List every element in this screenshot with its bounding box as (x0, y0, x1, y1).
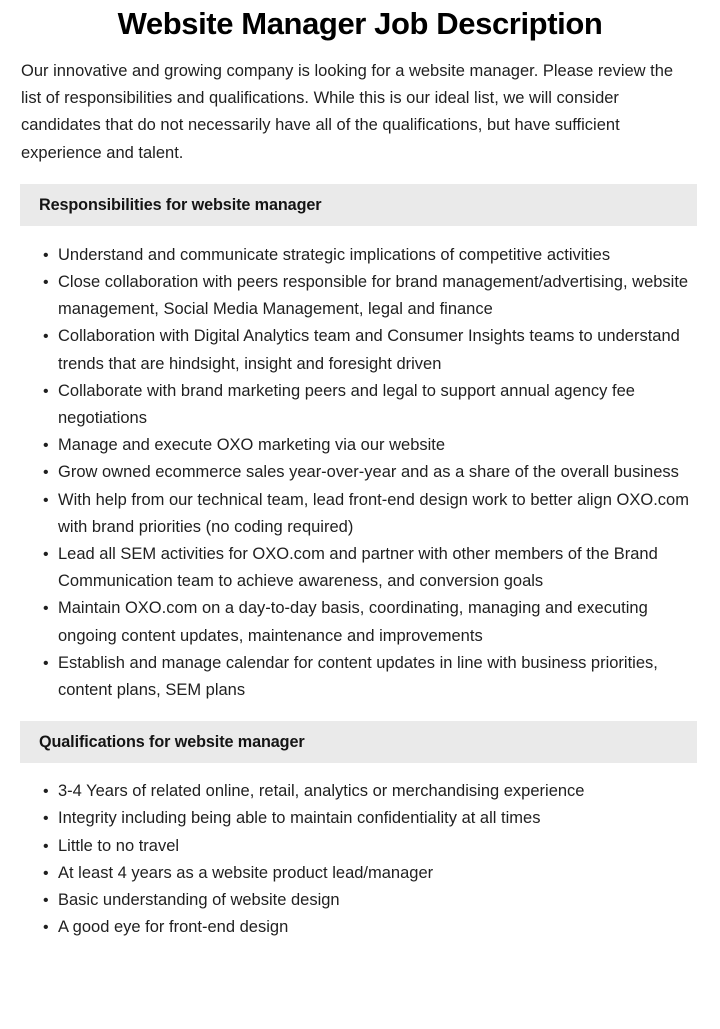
list-item-text: Collaborate with brand marketing peers and legal to support annual agency fee negotiations (58, 381, 635, 428)
bullet-icon: • (43, 328, 49, 346)
list-item (0, 459, 696, 486)
list-item (0, 242, 696, 269)
list-item-text: Maintain OXO.com on a day-to-day basis, coordinating, managing and executing ongoing content updates, maintenance and improvements (58, 599, 648, 645)
list-item-text: Close collaboration with peers responsible for brand management/advertising, website management, Social Media Management, legal and finance (58, 273, 689, 319)
bullet-icon: • (43, 246, 49, 264)
list-item (0, 860, 696, 887)
list-item-text: With help from our technical team, lead front-end design work to better align OXO.com with brand priorities (no coding required) (58, 490, 689, 536)
list-item (0, 595, 696, 649)
qualifications-list (0, 763, 720, 941)
section-qualifications (0, 721, 720, 941)
bullet-icon: • (43, 464, 49, 482)
section-responsibilities (0, 184, 720, 704)
list-item-text: 3-4 Years of related online, retail, analytics or merchandising experience (58, 782, 585, 801)
list-item-text: Integrity including being able to maintain confidentiality at all times (58, 809, 541, 828)
list-item-text: Lead all SEM activities for OXO.com and partner with other members of the Brand Communication team to achieve awareness, and conversion goals (58, 545, 658, 591)
bullet-icon: • (43, 546, 49, 564)
section-header-responsibilities (20, 184, 697, 226)
bullet-icon: • (43, 810, 49, 828)
list-item-text: A good eye for front-end design (58, 918, 289, 937)
list-item-text: At least 4 years as a website product lead/manager (58, 863, 434, 882)
bullet-icon: • (43, 783, 49, 801)
list-item (0, 432, 696, 459)
list-item-text: Establish and manage calendar for content updates in line with business priorities, content plans, SEM plans (58, 653, 658, 700)
responsibilities-list (0, 226, 720, 704)
list-item (0, 378, 696, 432)
list-item (0, 269, 696, 323)
bullet-icon: • (43, 382, 49, 400)
list-item (0, 541, 696, 595)
list-item-text: Grow owned ecommerce sales year-over-year and as a share of the overall business (58, 463, 679, 482)
list-item-text: Little to no travel (58, 836, 180, 855)
list-item-text: Understand and communicate strategic implications of competitive activities (58, 245, 611, 264)
bullet-icon: • (43, 274, 49, 292)
bullet-icon: • (43, 892, 49, 910)
section-header-label: Qualifications for website manager (39, 733, 305, 752)
list-item (0, 833, 696, 860)
bullet-icon: • (43, 837, 49, 855)
list-item (0, 323, 696, 377)
list-item (0, 805, 696, 832)
list-item (0, 650, 696, 704)
page-title: Website Manager Job Description (117, 6, 603, 41)
bullet-icon: • (43, 919, 49, 937)
section-header-qualifications (20, 721, 697, 763)
list-item-text: Basic understanding of website design (58, 891, 340, 910)
bullet-icon: • (43, 491, 49, 509)
list-item (0, 487, 696, 541)
bullet-icon: • (43, 864, 49, 882)
list-item (0, 778, 696, 805)
intro-paragraph: Our innovative and growing company is looking for a website manager. Please review the list of responsibilities and qualifications. While this is our ideal list, we will consider candidates that do not necessarily have all of the qualifications, but have sufficient experience and talent. (21, 62, 674, 162)
bullet-icon: • (43, 654, 49, 672)
bullet-icon: • (43, 600, 49, 618)
list-item-text: Manage and execute OXO marketing via our website (58, 436, 446, 455)
list-item (0, 914, 696, 941)
list-item (0, 887, 696, 914)
section-header-label: Responsibilities for website manager (39, 195, 322, 214)
bullet-icon: • (43, 437, 49, 455)
list-item-text: Collaboration with Digital Analytics team and Consumer Insights teams to understand trends that are hindsight, insight and foresight driven (58, 327, 680, 373)
